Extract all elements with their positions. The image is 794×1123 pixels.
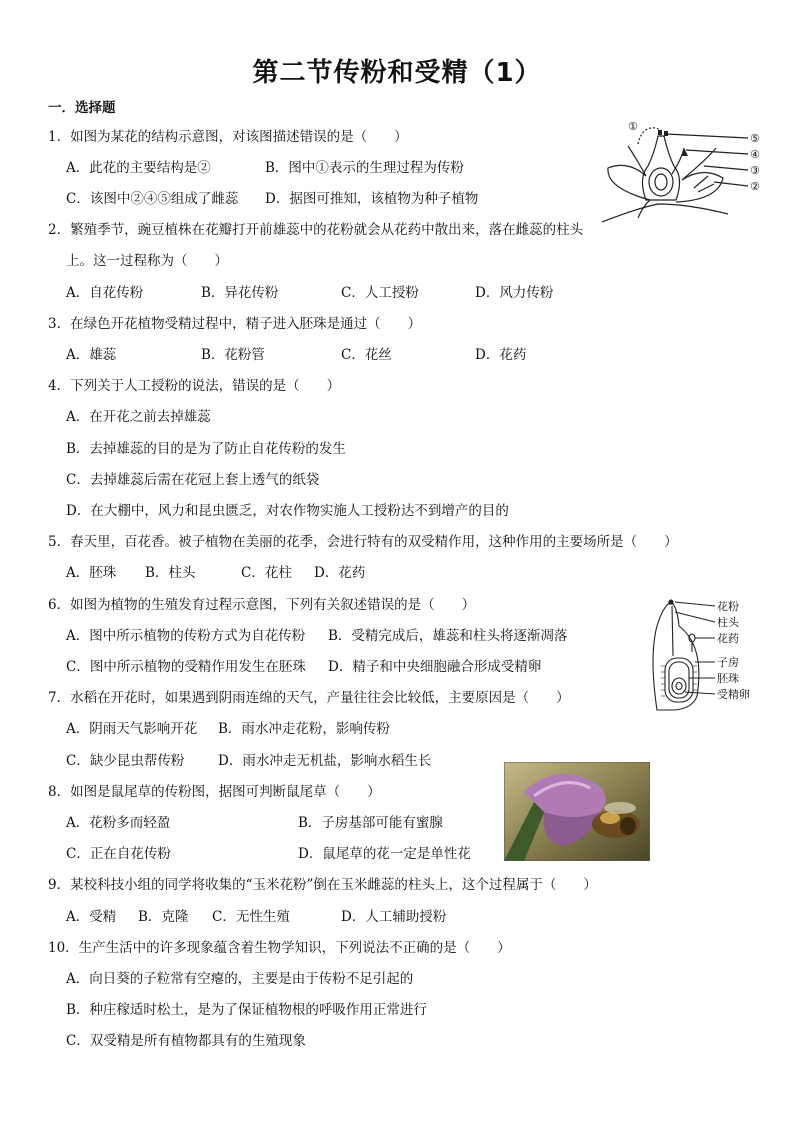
q2-option-b: B．异花传粉 bbox=[201, 285, 279, 301]
q9-option-a: A．受精 bbox=[66, 909, 117, 925]
q7-option-c: C．缺少昆虫帮传粉 bbox=[66, 753, 185, 769]
fig1-label-2: ② bbox=[750, 180, 760, 193]
question-8-stem: 8．如图是鼠尾草的传粉图，据图可判断鼠尾草（ ） bbox=[48, 784, 381, 800]
q6-option-c: C．图中所示植物的受精作用发生在胚珠 bbox=[66, 659, 306, 675]
question-9-stem: 9．某校科技小组的同学将收集的“玉米花粉”倒在玉米雌蕊的柱头上，这个过程属于（ ） bbox=[48, 877, 597, 893]
q4-option-d: D．在大棚中，风力和昆虫匮乏，对农作物实施人工授粉达不到增产的目的 bbox=[66, 503, 509, 519]
q4-option-a: A．在开花之前去掉雄蕊 bbox=[66, 409, 211, 425]
q5-option-d: D．花药 bbox=[314, 565, 366, 581]
q6-option-b: B．受精完成后，雄蕊和柱头将逐渐凋落 bbox=[328, 628, 568, 644]
q8-option-c: C．正在自花传粉 bbox=[66, 846, 171, 862]
q5-option-b: B．柱头 bbox=[145, 565, 196, 581]
q1-option-b: B．图中①表示的生理过程为传粉 bbox=[265, 160, 464, 176]
flower-structure-figure bbox=[598, 118, 773, 223]
q4-option-c: C．去掉雄蕊后需在花冠上套上透气的纸袋 bbox=[66, 472, 320, 488]
fertilization-figure bbox=[645, 596, 780, 712]
q3-option-d: D．花药 bbox=[475, 347, 527, 363]
question-7-stem: 7．水稻在开花时，如果遇到阴雨连绵的天气，产量往往会比较低，主要原因是（ ） bbox=[48, 690, 570, 706]
q3-option-c: C．花丝 bbox=[341, 347, 392, 363]
q9-option-d: D．人工辅助授粉 bbox=[341, 909, 447, 925]
fig1-label-1: ① bbox=[628, 120, 638, 133]
q5-option-a: A．胚珠 bbox=[66, 565, 117, 581]
q5-option-c: C．花柱 bbox=[241, 565, 292, 581]
fig1-label-4: ④ bbox=[750, 148, 760, 161]
fig2-label-ovary: 子房 bbox=[717, 656, 739, 669]
q4-option-b: B．去掉雄蕊的目的是为了防止自花传粉的发生 bbox=[66, 441, 346, 457]
q2-option-c: C．人工授粉 bbox=[341, 285, 419, 301]
fig2-label-anther: 花药 bbox=[717, 632, 739, 645]
q8-option-a: A．花粉多而轻盈 bbox=[66, 815, 171, 831]
q3-option-b: B．花粉管 bbox=[201, 347, 265, 363]
q1-option-a: A．此花的主要结构是② bbox=[66, 160, 211, 176]
q7-option-d: D．雨水冲走无机盐，影响水稻生长 bbox=[218, 753, 432, 769]
q8-option-d: D．鼠尾草的花一定是单性花 bbox=[298, 846, 471, 862]
q3-option-a: A．雄蕊 bbox=[66, 347, 117, 363]
q6-option-d: D．精子和中央细胞融合形成受精卵 bbox=[328, 659, 542, 675]
question-10-stem: 10．生产生活中的许多现象蕴含着生物学知识，下列说法不正确的是（ ） bbox=[48, 940, 511, 956]
question-1-stem: 1．如图为某花的结构示意图，对该图描述错误的是（ ） bbox=[48, 129, 408, 145]
fig2-label-ovule: 胚珠 bbox=[717, 672, 739, 685]
q10-option-a: A．向日葵的子粒常有空瘪的，主要是由于传粉不足引起的 bbox=[66, 971, 414, 987]
q9-option-c: C．无性生殖 bbox=[212, 909, 290, 925]
q8-option-b: B．子房基部可能有蜜腺 bbox=[298, 815, 443, 831]
section-heading: 一．选择题 bbox=[48, 100, 116, 116]
fig1-label-3: ③ bbox=[750, 164, 760, 177]
sage-bee-photo bbox=[504, 762, 650, 861]
page-title: 第二节传粉和受精（1） bbox=[252, 58, 542, 88]
question-4-stem: 4．下列关于人工授粉的说法，错误的是（ ） bbox=[48, 378, 341, 394]
question-2-stem: 2．繁殖季节，豌豆植株在花瓣打开前雄蕊中的花粉就会从花药中散出来，落在雌蕊的柱头 bbox=[48, 222, 584, 238]
fig2-label-zygote: 受精卵 bbox=[717, 688, 750, 701]
q10-option-c: C．双受精是所有植物都具有的生殖现象 bbox=[66, 1033, 306, 1049]
q7-option-a: A．阴雨天气影响开花 bbox=[66, 721, 198, 737]
q6-option-a: A．图中所示植物的传粉方式为自花传粉 bbox=[66, 628, 306, 644]
q2-option-d: D．风力传粉 bbox=[475, 285, 554, 301]
q2-option-a: A．自花传粉 bbox=[66, 285, 144, 301]
q1-option-c: C．该图中②④⑤组成了雌蕊 bbox=[66, 191, 239, 207]
question-5-stem: 5．春天里，百花香。被子植物在美丽的花季，会进行特有的双受精作用，这种作用的主要场所是（ ） bbox=[48, 534, 678, 550]
q7-option-b: B．雨水冲走花粉，影响传粉 bbox=[218, 721, 390, 737]
q9-option-b: B．克隆 bbox=[138, 909, 189, 925]
q1-option-d: D．据图可推知，该植物为种子植物 bbox=[265, 191, 479, 207]
question-3-stem: 3．在绿色开花植物受精过程中，精子进入胚珠是通过（ ） bbox=[48, 316, 422, 332]
question-6-stem: 6．如图为植物的生殖发育过程示意图，下列有关叙述错误的是（ ） bbox=[48, 597, 476, 613]
q10-option-b: B．种庄稼适时松土，是为了保证植物根的呼吸作用正常进行 bbox=[66, 1002, 427, 1018]
fig2-label-pollen: 花粉 bbox=[717, 600, 739, 613]
question-2-stem-cont: 上。这一过程称为（ ） bbox=[66, 253, 228, 269]
fig1-label-5: ⑤ bbox=[750, 132, 760, 145]
fig2-label-stigma: 柱头 bbox=[717, 616, 739, 629]
